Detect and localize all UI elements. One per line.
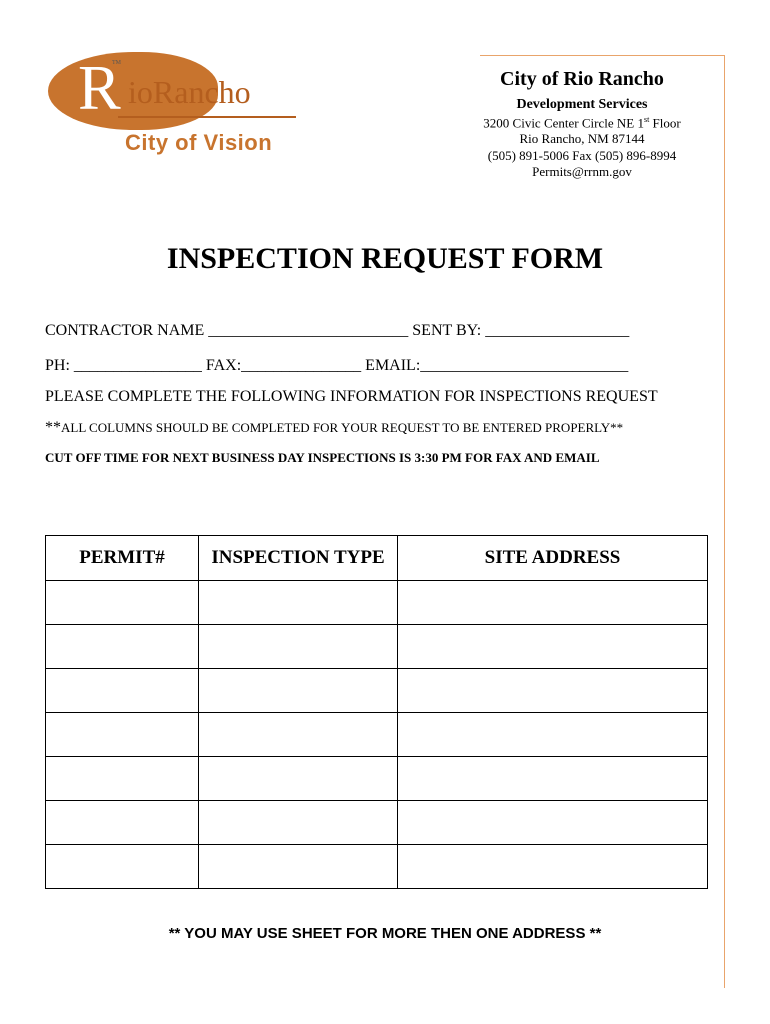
site-address-cell[interactable] [398, 669, 708, 713]
instruction-line-2-text: ALL COLUMNS SHOULD BE COMPLETED FOR YOUR REQUEST TO BE ENTERED PROPERLY** [61, 420, 624, 435]
instruction-line-1: PLEASE COMPLETE THE FOLLOWING INFORMATION FOR INSPECTIONS REQUEST [45, 388, 658, 405]
header-address-sup: st [643, 115, 650, 124]
logo-tagline: City of Vision [125, 130, 273, 155]
header-email: Permits@rrnm.gov [532, 164, 632, 179]
inspection-table [45, 535, 708, 889]
logo-trademark: TM [112, 60, 121, 66]
permit-cell[interactable] [46, 669, 199, 713]
inspection-type-cell[interactable] [199, 713, 398, 757]
inspection-type-cell[interactable] [199, 757, 398, 801]
frame-top-line [480, 55, 725, 56]
header-city-state: Rio Rancho, NM 87144 [519, 131, 645, 146]
header-inspection-type: INSPECTION TYPE [199, 536, 398, 581]
table-row [46, 581, 708, 625]
logo-name: ioRancho [128, 74, 251, 110]
instruction-line-2 [45, 419, 623, 437]
header-address-floor: Floor [649, 115, 681, 131]
permit-cell[interactable] [46, 581, 199, 625]
contractor-fields[interactable]: CONTRACTOR NAME _________________________ SENT BY: __________________ [45, 322, 630, 339]
table-body [46, 581, 708, 889]
table-row [46, 757, 708, 801]
header-address-text: 3200 Civic Center Circle NE 1 [483, 115, 644, 131]
inspection-type-cell[interactable] [199, 581, 398, 625]
permit-cell[interactable] [46, 713, 199, 757]
site-address-cell[interactable] [398, 757, 708, 801]
permit-cell[interactable] [46, 801, 199, 845]
frame-right-line [724, 55, 725, 988]
logo-mark: R [78, 52, 115, 123]
header-permit: PERMIT# [46, 536, 199, 581]
footer-note: ** YOU MAY USE SHEET FOR MORE THEN ONE ADDRESS ** [168, 925, 602, 942]
inspection-type-cell[interactable] [199, 625, 398, 669]
permit-cell[interactable] [46, 625, 199, 669]
site-address-cell[interactable] [398, 581, 708, 625]
site-address-cell[interactable] [398, 625, 708, 669]
site-address-cell[interactable] [398, 713, 708, 757]
contact-fields[interactable]: PH: ________________ FAX:_______________ EMAIL:__________________________ [45, 357, 629, 374]
inspection-type-cell[interactable] [199, 669, 398, 713]
table-row [46, 669, 708, 713]
table-header-row [46, 536, 708, 581]
inspection-type-cell[interactable] [199, 845, 398, 889]
header-site-address: SITE ADDRESS [398, 536, 708, 581]
form-title: INSPECTION REQUEST FORM [166, 242, 604, 275]
site-address-cell[interactable] [398, 845, 708, 889]
instruction-prefix: ** [45, 419, 61, 436]
permit-cell[interactable] [46, 845, 199, 889]
header-department: Development Services [516, 97, 648, 112]
cutoff-notice: CUT OFF TIME FOR NEXT BUSINESS DAY INSPECTIONS IS 3:30 PM FOR FAX AND EMAIL [45, 450, 600, 465]
logo-underline [118, 116, 296, 118]
table-row [46, 845, 708, 889]
header-city: City of Rio Rancho [500, 68, 664, 90]
header-phone-fax: (505) 891-5006 Fax (505) 896-8994 [487, 148, 677, 163]
table-row [46, 713, 708, 757]
header-address [462, 115, 702, 131]
inspection-type-cell[interactable] [199, 801, 398, 845]
site-address-cell[interactable] [398, 801, 708, 845]
table-row [46, 801, 708, 845]
table-row [46, 625, 708, 669]
permit-cell[interactable] [46, 757, 199, 801]
